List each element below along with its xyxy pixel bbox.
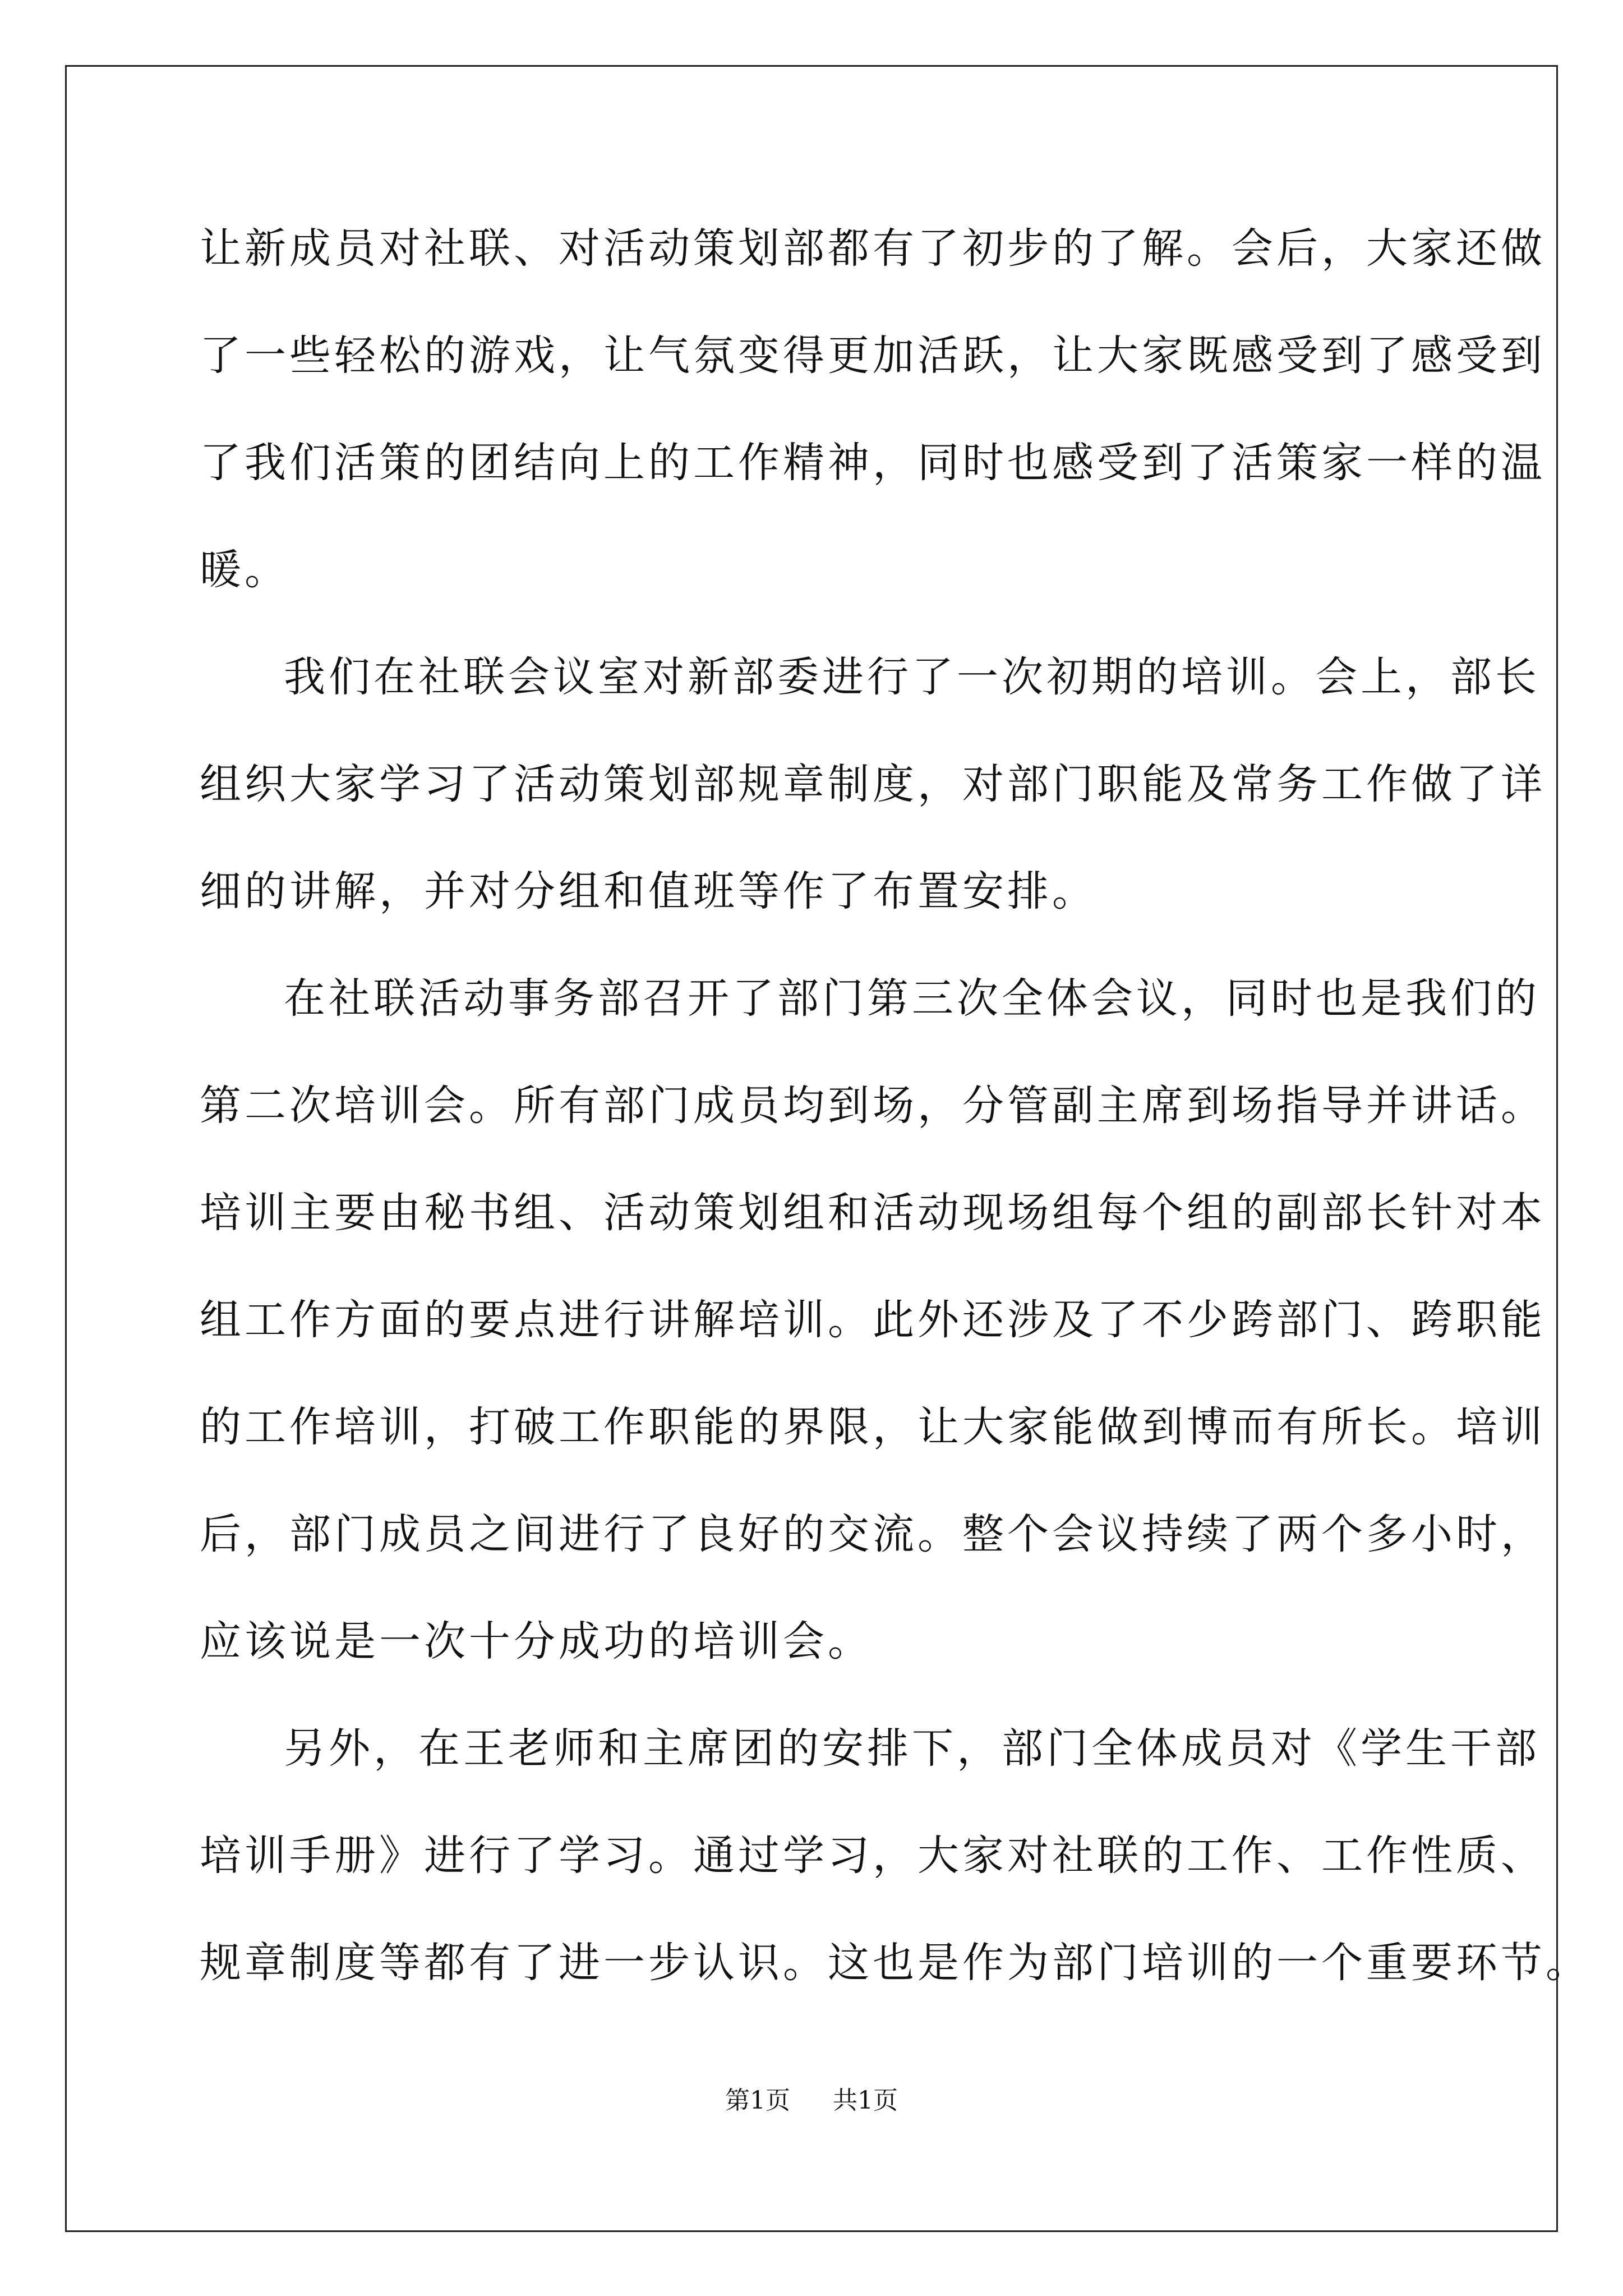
text-line: 第二次培训会。所有部门成员均到场，分管副主席到场指导并讲话。 bbox=[200, 1082, 1546, 1130]
text-line: 后，部门成员之间进行了良好的交流。整个会议持续了两个多小时， bbox=[200, 1510, 1546, 1558]
page-border bbox=[65, 65, 1558, 2232]
paragraph-first-line: 在社联活动事务部召开了部门第三次全体会议，同时也是我们的 bbox=[284, 974, 1540, 1023]
text-line: 暖。 bbox=[200, 546, 289, 594]
text-line: 细的讲解，并对分组和值班等作了布置安排。 bbox=[200, 867, 1097, 915]
page-number-current: 第1页 bbox=[725, 2086, 790, 2115]
paragraph-first-line: 我们在社联会议室对新部委进行了一次初期的培训。会上，部长 bbox=[284, 653, 1540, 701]
text-line: 的工作培训，打破工作职能的界限，让大家能做到博而有所长。培训 bbox=[200, 1403, 1546, 1451]
paragraph-first-line: 另外，在王老师和主席团的安排下，部门全体成员对《学生干部 bbox=[284, 1724, 1540, 1773]
text-line: 培训手册》进行了学习。通过学习，大家对社联的工作、工作性质、 bbox=[200, 1832, 1546, 1880]
page-footer bbox=[0, 2084, 1623, 2118]
text-line: 培训主要由秘书组、活动策划组和活动现场组每个组的副部长针对本 bbox=[200, 1189, 1546, 1237]
text-line: 规章制度等都有了进一步认识。这也是作为部门培训的一个重要环节。 bbox=[200, 1939, 1590, 1987]
text-line: 了一些轻松的游戏，让气氛变得更加活跃，让大家既感受到了感受到 bbox=[200, 332, 1546, 380]
text-line: 了我们活策的团结向上的工作精神，同时也感受到了活策家一样的温 bbox=[200, 439, 1546, 487]
text-line: 应该说是一次十分成功的培训会。 bbox=[200, 1617, 873, 1665]
page-count-total: 共1页 bbox=[833, 2086, 898, 2115]
text-line: 组工作方面的要点进行讲解培训。此外还涉及了不少跨部门、跨职能 bbox=[200, 1296, 1546, 1344]
text-line: 组织大家学习了活动策划部规章制度，对部门职能及常务工作做了详 bbox=[200, 760, 1546, 808]
text-line: 让新成员对社联、对活动策划部都有了初步的了解。会后，大家还做 bbox=[200, 224, 1546, 273]
